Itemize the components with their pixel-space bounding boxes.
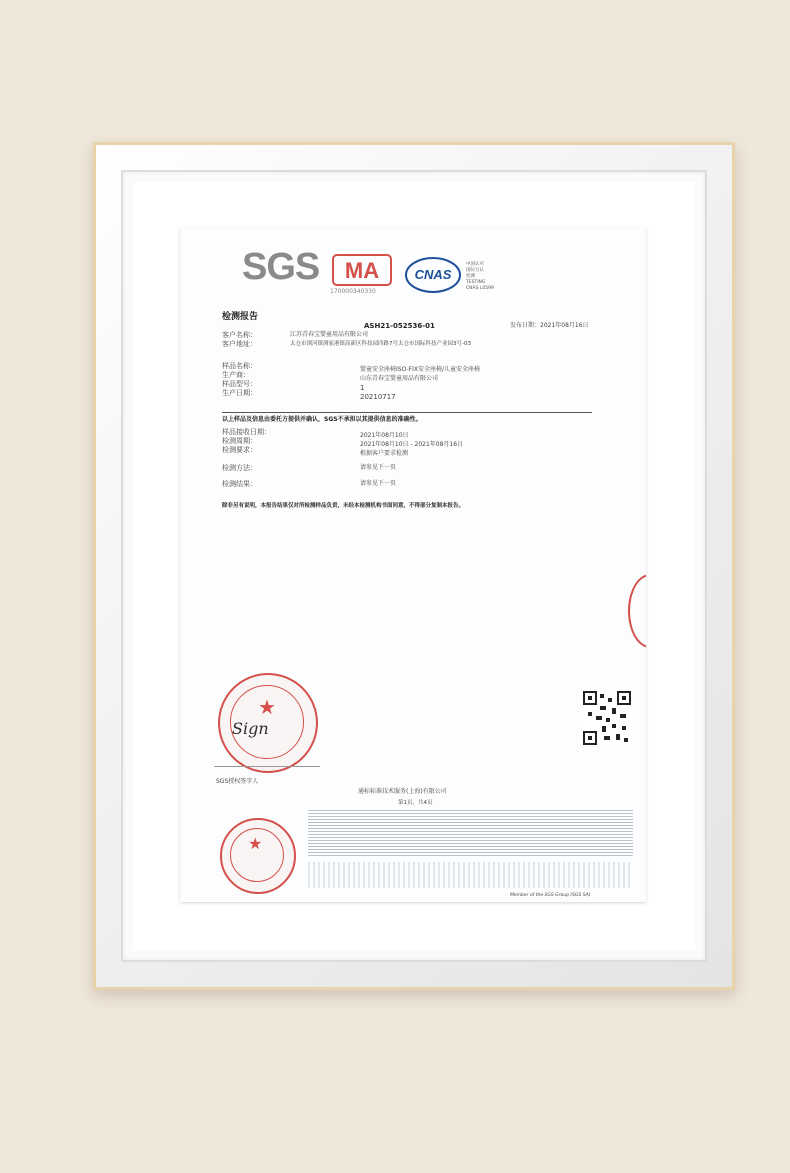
client-label: 客户名称： [222, 331, 257, 339]
signature-line [214, 766, 320, 767]
page-number: 第1页，共4页 [398, 800, 433, 806]
sgs-logo: SGS [242, 246, 320, 288]
test-result: 请参见下一页 [360, 480, 397, 487]
test-requirement-label: 检测要求： [222, 446, 257, 454]
sample-model: 1 [360, 384, 365, 392]
svg-text:MA: MA [344, 258, 380, 283]
qr-code [582, 690, 632, 746]
test-method-label: 检测方法： [222, 464, 257, 472]
sample-model-label: 样品型号： [222, 380, 257, 388]
sample-info-notice: 以上样品及信息由委托方提供并确认，SGS不承担以其提供信息的准确性。 [222, 416, 422, 423]
manufacturer: 山东青春宝婴童用品有限公司 [360, 375, 439, 382]
production-date: 20210717 [360, 393, 396, 401]
test-period: 2021年08月10日 - 2021年08月16日 [360, 441, 464, 448]
fine-print-contacts [308, 862, 633, 888]
test-requirement: 根据客户要求检测 [360, 450, 409, 457]
seal-signature: Sign [232, 719, 269, 738]
report-number: ASH21-052536-01 [364, 322, 435, 330]
client-address-label: 客户地址： [222, 340, 257, 348]
receive-date: 2021年08月10日 [360, 432, 409, 439]
report-title: 检测报告 [222, 312, 259, 322]
report-statement: 除非另有说明，本报告结果仅对所检测样品负责，未经本检测机构书面同意，不得部分复制本报告。 [222, 503, 465, 509]
production-date-label: 生产日期： [222, 389, 257, 397]
test-result-label: 检测结果： [222, 480, 257, 488]
company-name: 通标标准技术服务(上海)有限公司 [358, 788, 447, 795]
cnas-logo [404, 256, 462, 294]
issue-date: 发布日期：2021年08月16日 [510, 322, 589, 329]
ma-logo [332, 254, 392, 286]
sample-name-label: 样品名称： [222, 362, 257, 370]
cnas-caption: 中国认可 国际互认 检测 TESTING CNAS L0599 [466, 262, 494, 291]
sample-name: 婴童安全座椅ISO-FIX安全座椅/儿童安全座椅 [360, 366, 480, 373]
client-address: 太仓市浏河镇浏家港镇高新区科技园四路7号太仓市国际科技产业园3号-03 [290, 341, 471, 347]
authorized-signatory: SGS授权签字人 [216, 778, 259, 785]
company-seal [218, 673, 318, 773]
manufacturer-label: 生产商： [222, 371, 250, 379]
fine-print-terms [308, 810, 633, 858]
receive-date-label: 样品接收日期： [222, 428, 271, 436]
sgs-group-member: Member of the SGS Group (SGS SA) [510, 893, 591, 898]
svg-text:CNAS: CNAS [414, 267, 452, 282]
test-method: 请参见下一页 [360, 464, 397, 471]
lab-seal-star-icon: ★ [248, 834, 263, 853]
client-name: 江苏青春宝婴童用品有限公司 [290, 331, 369, 338]
seal-star-icon: ★ [258, 695, 276, 719]
test-period-label: 检测周期： [222, 437, 257, 445]
divider-line [222, 412, 592, 413]
test-report-document [180, 228, 646, 902]
lab-seal [220, 818, 296, 894]
ma-number: 170000340330 [330, 288, 376, 295]
edge-stamp [628, 574, 646, 648]
